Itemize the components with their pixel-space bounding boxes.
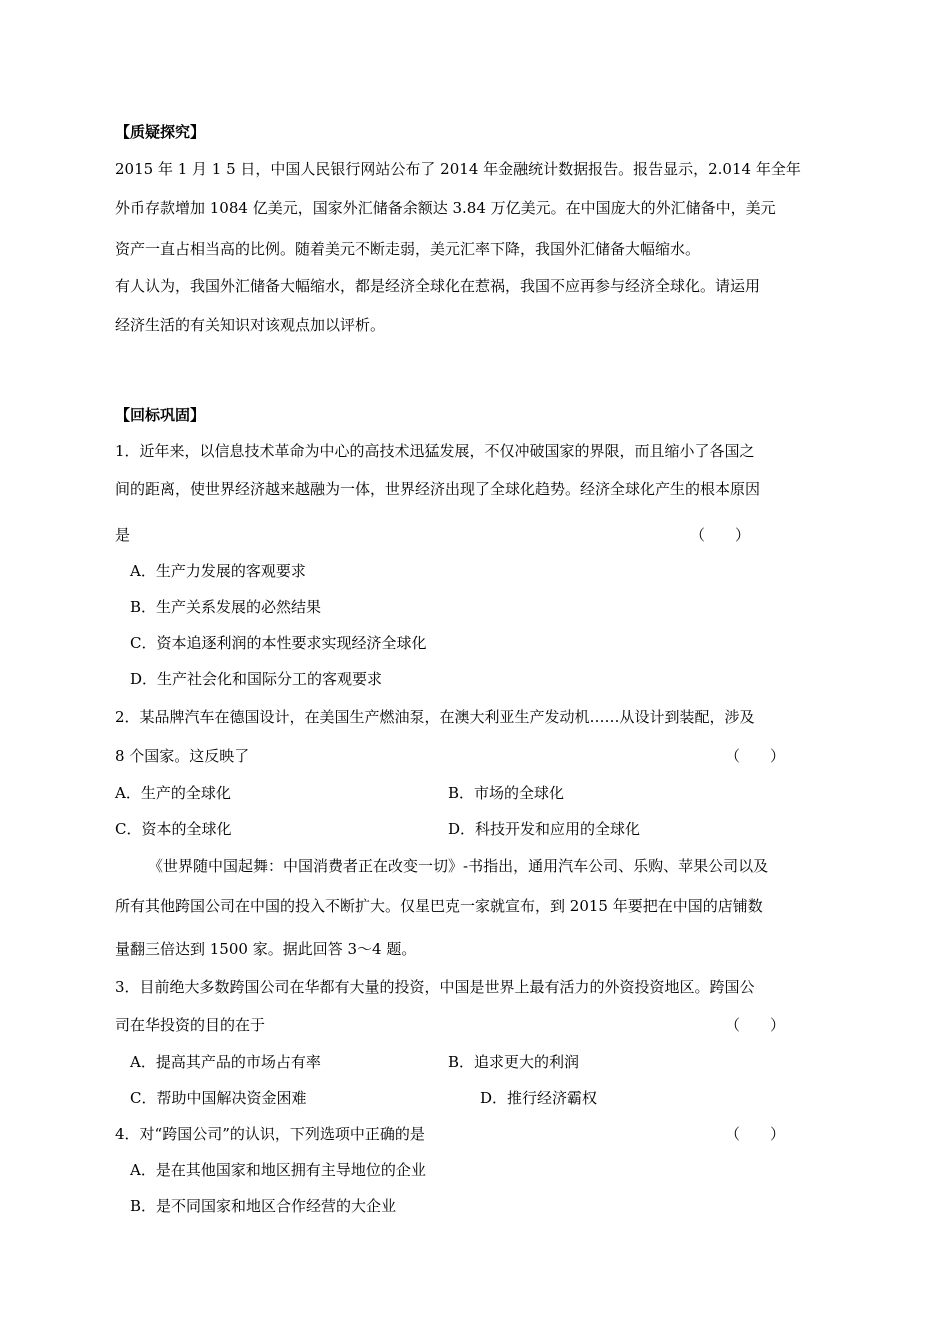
inquiry-heading: 【质疑探究】 [115, 123, 206, 141]
option-d: D．科技开发和应用的全球化 [448, 820, 641, 838]
option-a: A．是在其他国家和地区拥有主导地位的企业 [130, 1161, 426, 1179]
option-c: C．资本的全球化 [115, 820, 232, 838]
option-d: D．生产社会化和国际分工的客观要求 [130, 670, 383, 688]
material-line: 《世界随中国起舞：中国消费者正在改变一切》-书指出，通用汽车公司、乐购、苹果公司以及 [148, 857, 769, 875]
option-b: B．是不同国家和地区合作经营的大企业 [130, 1197, 397, 1215]
question-2-line: 8 个国家。这反映了 [115, 747, 250, 765]
option-a: A．生产力发展的客观要求 [130, 562, 306, 580]
option-c: C．资本追逐利润的本性要求实现经济全球化 [130, 634, 427, 652]
answer-paren: （ ） [725, 747, 786, 765]
inquiry-line: 资产一直占相当高的比例。随着美元不断走弱，美元汇率下降，我国外汇储备大幅缩水。 [115, 240, 701, 258]
review-heading: 【回标巩固】 [115, 406, 206, 424]
answer-paren: （ ） [690, 526, 751, 544]
option-a: A．生产的全球化 [115, 784, 231, 802]
question-1-line: 是 [115, 526, 131, 544]
answer-paren: （ ） [725, 1016, 786, 1034]
option-b: B．市场的全球化 [448, 784, 565, 802]
option-a: A．提高其产品的市场占有率 [130, 1053, 321, 1071]
inquiry-line: 经济生活的有关知识对该观点加以评析。 [115, 316, 386, 334]
material-line: 所有其他跨国公司在中国的投入不断扩大。仅星巴克一家就宣布，到 2015 年要把在中国的店铺数 [115, 897, 763, 915]
answer-paren: （ ） [725, 1125, 786, 1143]
option-b: B．生产关系发展的必然结果 [130, 598, 322, 616]
option-c: C．帮助中国解决资金困难 [130, 1089, 307, 1107]
question-4-line: 4．对“跨国公司”的认识，下列选项中正确的是 [115, 1125, 425, 1143]
inquiry-line: 外币存款增加 1084 亿美元，国家外汇储备余额达 3.84 万亿美元。在中国庞大的外汇储备中，美元 [115, 199, 776, 217]
question-1-line: 1．近年来，以信息技术革命为中心的高技术迅猛发展，不仅冲破国家的界限，而且缩小了各国之 [115, 442, 755, 460]
option-d: D．推行经济霸权 [480, 1089, 598, 1107]
material-line: 量翻三倍达到 1500 家。据此回答 3～4 题。 [115, 940, 417, 958]
question-1-line: 间的距离，使世界经济越来越融为一体，世界经济出现了全球化趋势。经济全球化产生的根本原因 [115, 480, 761, 498]
question-3-line: 3．目前绝大多数跨国公司在华都有大量的投资，中国是世界上最有活力的外资投资地区。跨国公 [115, 978, 755, 996]
inquiry-line: 有人认为，我国外汇储备大幅缩水，都是经济全球化在惹祸，我国不应再参与经济全球化。请运用 [115, 277, 761, 295]
inquiry-line: 2015 年 1 月 1 5 日，中国人民银行网站公布了 2014 年金融统计数据报告。报告显示，2.014 年全年 [115, 160, 801, 178]
option-b: B．追求更大的利润 [448, 1053, 580, 1071]
question-2-line: 2．某品牌汽车在德国设计，在美国生产燃油泵，在澳大利亚生产发动机……从设计到装配，涉及 [115, 708, 755, 726]
question-3-line: 司在华投资的目的在于 [115, 1016, 266, 1034]
